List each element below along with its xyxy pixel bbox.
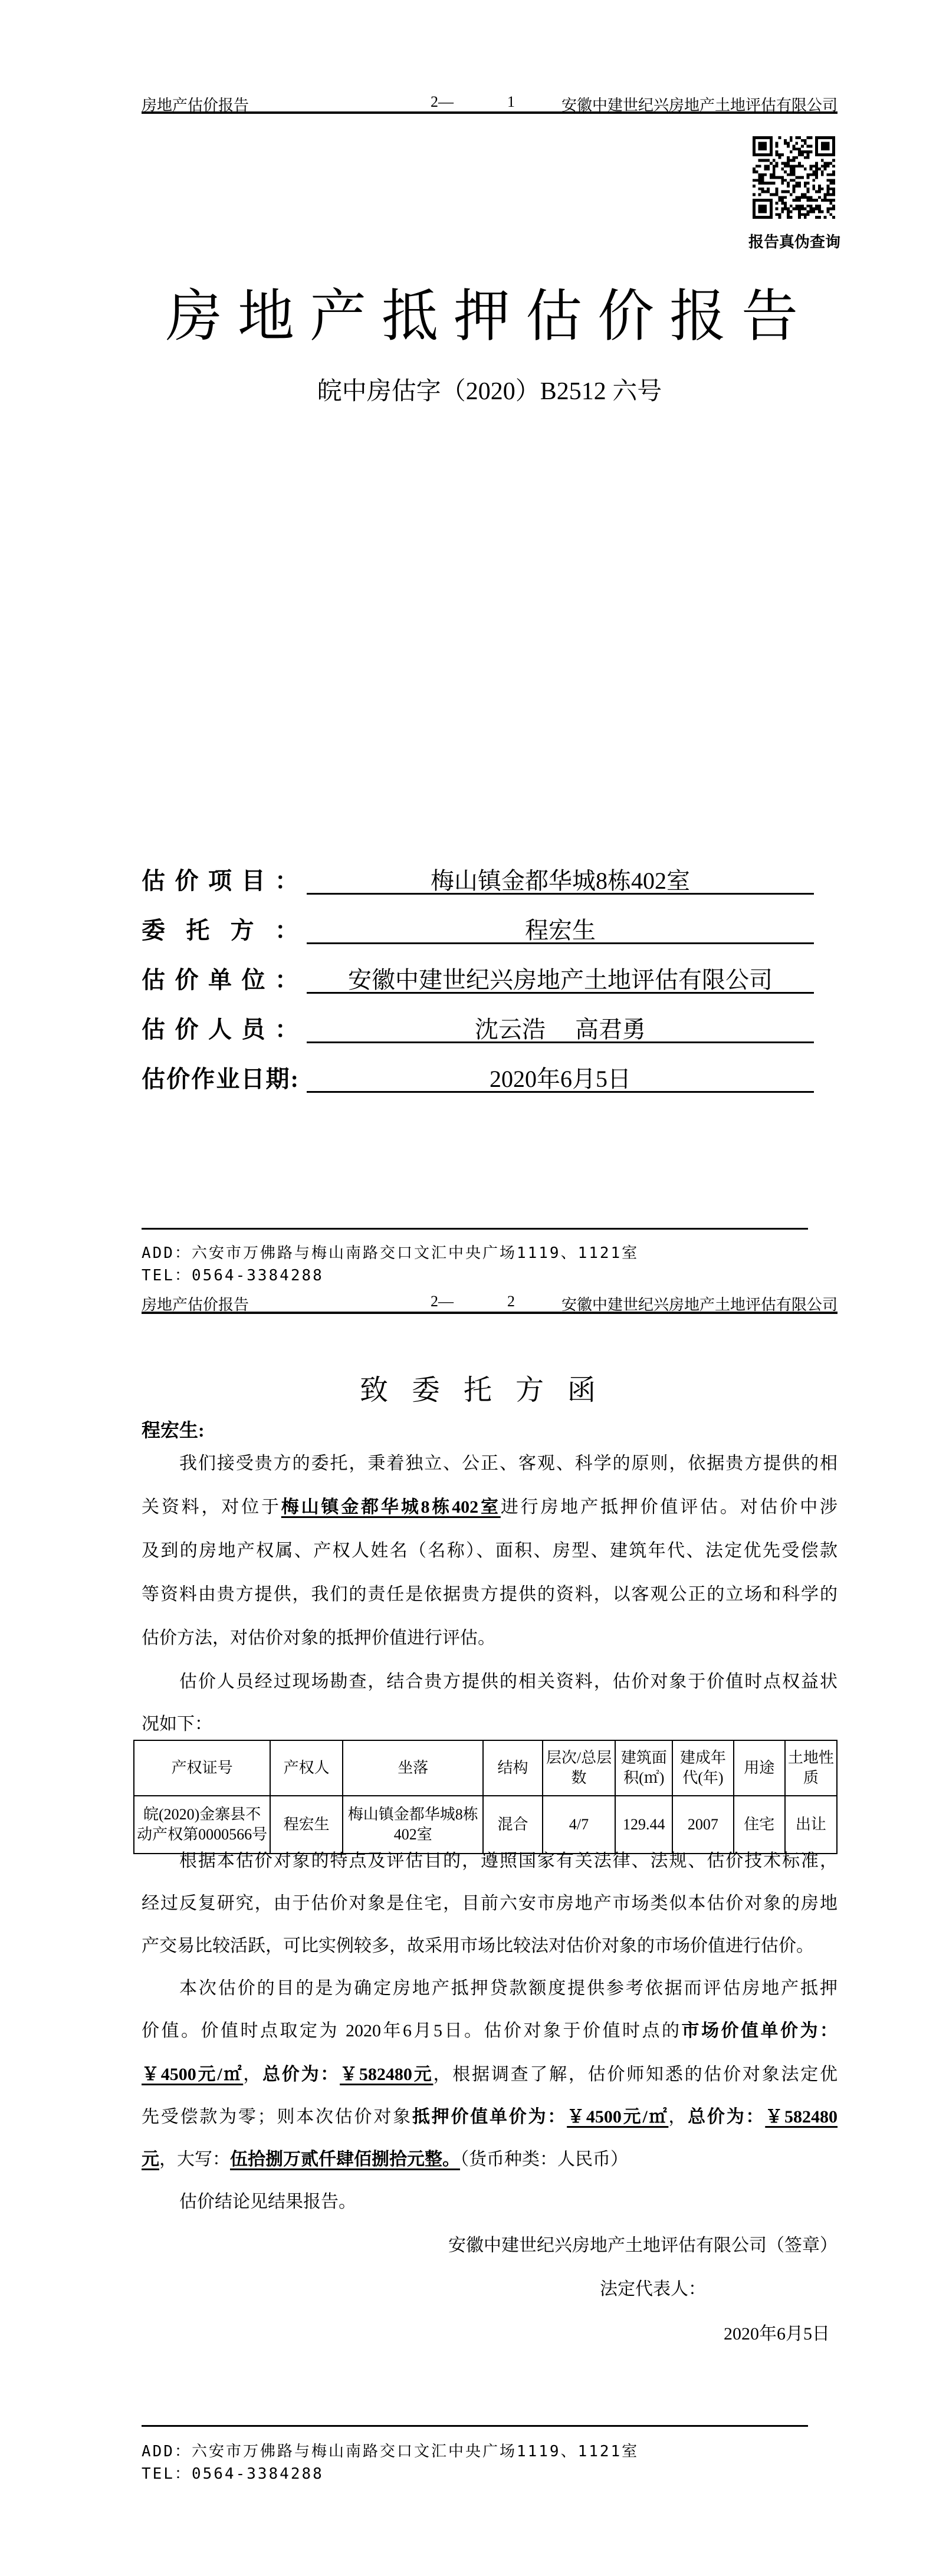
- report-title: 房地产抵押估价报告: [166, 285, 813, 348]
- paragraph-line: [179, 1667, 838, 1693]
- header-rule: [142, 1312, 838, 1314]
- text-segment: 进行房地产抵押价值评估。对估价中涉: [500, 1497, 838, 1517]
- info-value: 安徽中建世纪兴房地产土地评估有限公司: [307, 961, 814, 994]
- table-cell: 梅山镇金都华城8栋402室: [343, 1796, 483, 1854]
- info-label: 估价单位：: [142, 967, 298, 993]
- paragraph-line: [142, 1931, 838, 1957]
- text-segment: 经过反复研究，由于估价对象是住宅，目前六安市房地产市场类似本估价对象的房地: [142, 1894, 838, 1913]
- paragraph-line: [142, 1888, 838, 1914]
- report-number: 皖中房估字（2020）B2512 六号: [317, 378, 662, 405]
- header-left: 房地产估价报告: [142, 97, 249, 114]
- table-header: 产权证号: [134, 1740, 270, 1796]
- property-table: [133, 1740, 838, 1854]
- text-segment: 估价人员经过现场勘查，结合贵方提供的相关资料，估价对象于价值时点权益状: [179, 1672, 838, 1691]
- info-value: 梅山镇金都华城8栋402室: [307, 862, 814, 895]
- table-cell: 住宅: [734, 1796, 785, 1854]
- header-sep: 2—: [431, 1293, 454, 1310]
- text-segment: 估价方法，对估价对象的抵押价值进行评估。: [142, 1628, 495, 1648]
- text-segment: 关资料，对位于: [142, 1497, 281, 1517]
- emphasis-text: 抵押价值单价为：: [412, 2107, 567, 2127]
- table-header: 层次/总层数: [543, 1740, 616, 1796]
- info-label: 估价项目：: [142, 868, 298, 894]
- emphasis-text: 市场价值单价为：: [681, 2021, 838, 2041]
- text-segment: 产交易比较活跃，可比实例较多，故采用市场比较法对估价对象的市场价值进行估价。: [142, 1936, 814, 1956]
- paragraph-line: [142, 2102, 838, 2128]
- info-value: 2020年6月5日: [307, 1060, 814, 1093]
- legal-representative: 法定代表人：: [600, 2279, 706, 2299]
- text-segment: 等资料由贵方提供，我们的责任是依据贵方提供的资料，以客观公正的立场和科学的: [142, 1585, 838, 1604]
- text-segment: 先受偿款为零；则本次估价对象: [142, 2107, 412, 2127]
- paragraph-line: [179, 1846, 838, 1872]
- info-row: [142, 912, 814, 947]
- info-row: [142, 1011, 814, 1046]
- paragraph-line: [142, 2016, 838, 2042]
- qr-code-icon[interactable]: [753, 134, 835, 221]
- paragraph-line: [142, 2059, 838, 2085]
- text-segment: ，大写：: [159, 2150, 230, 2169]
- info-value: 沈云浩 高君勇: [307, 1011, 814, 1043]
- table-header: 结构: [483, 1740, 542, 1796]
- header-sep: 2—: [431, 93, 454, 110]
- info-label: 估价作业日期:: [142, 1066, 298, 1092]
- text-segment: 及到的房地产权属、产权人姓名（名称）、面积、房型、建筑年代、法定优先受偿款: [142, 1541, 838, 1560]
- paragraph-line: [142, 1492, 838, 1518]
- footer-address: ADD：六安市万佛路与梅山南路交口文汇中央广场1119、1121室: [142, 1244, 639, 1262]
- footer-rule: [142, 2425, 808, 2427]
- text-segment: ，: [668, 2107, 688, 2127]
- table-header: 产权人: [270, 1740, 343, 1796]
- info-label: 委托方：: [142, 917, 298, 944]
- text-segment: ，: [243, 2065, 263, 2084]
- info-row: [142, 862, 814, 898]
- emphasis-text: ￥4500元/㎡: [567, 2107, 669, 2127]
- header-company: 安徽中建世纪兴房地产土地评估有限公司: [561, 1296, 838, 1313]
- table-header: 建筑面积(㎡): [615, 1740, 672, 1796]
- table-header: 用途: [734, 1740, 785, 1796]
- footer-address: ADD：六安市万佛路与梅山南路交口文汇中央广场1119、1121室: [142, 2443, 639, 2460]
- emphasis-text: 元: [142, 2150, 159, 2169]
- emphasis-text: 总价为：: [262, 2065, 340, 2084]
- table-cell: 129.44: [615, 1796, 672, 1854]
- header-company: 安徽中建世纪兴房地产土地评估有限公司: [561, 97, 838, 114]
- letter-date: 2020年6月5日: [724, 2324, 830, 2344]
- info-row: [142, 961, 814, 997]
- text-segment: 价值。价值时点取定为 2020年6月5日。估价对象于价值时点的: [142, 2021, 682, 2041]
- paragraph-line: [179, 1973, 838, 1999]
- page-number: 1: [507, 93, 515, 110]
- page-number: 2: [507, 1293, 515, 1310]
- footer-tel: TEL：0564-3384288: [142, 2465, 324, 2483]
- text-segment: ，根据调查了解，估价师知悉的估价对象法定优: [433, 2065, 838, 2084]
- paragraph-line: [142, 2144, 838, 2170]
- table-cell: 出让: [785, 1796, 837, 1854]
- table-cell: 程宏生: [270, 1796, 343, 1854]
- table-header: 土地性质: [785, 1740, 837, 1796]
- emphasis-text: ￥4500元/㎡: [142, 2065, 244, 2084]
- table-header: 坐落: [343, 1740, 483, 1796]
- signature-company: 安徽中建世纪兴房地产土地评估有限公司（签章）: [448, 2236, 838, 2255]
- letter-title: 致委托方函: [359, 1375, 619, 1406]
- table-cell: 2007: [672, 1796, 734, 1854]
- table-cell: 4/7: [543, 1796, 616, 1854]
- info-value: 程宏生: [307, 912, 814, 944]
- text-segment: 本次估价的目的是为确定房地产抵押贷款额度提供参考依据而评估房地产抵押: [179, 1979, 838, 1998]
- info-row: [142, 1060, 814, 1096]
- info-label: 估价人员：: [142, 1016, 298, 1043]
- paragraph-line: [142, 1579, 838, 1605]
- footer-tel: TEL：0564-3384288: [142, 1267, 324, 1284]
- text-segment: 我们接受贵方的委托，秉着独立、公正、客观、科学的原则，依据贵方提供的相: [179, 1454, 838, 1473]
- qr-label: 报告真伪查询: [748, 234, 840, 251]
- emphasis-text: 梅山镇金都华城8栋402室: [281, 1497, 501, 1517]
- header-rule: [142, 111, 838, 114]
- paragraph-line: [142, 1709, 838, 1735]
- emphasis-text: ￥582480元: [340, 2065, 433, 2084]
- text-segment: （货币种类：人民币）: [460, 2150, 628, 2169]
- table-cell: 皖(2020)金寨县不动产权第0000566号: [134, 1796, 270, 1854]
- paragraph-line: [142, 1536, 838, 1562]
- text-segment: 况如下：: [142, 1714, 212, 1734]
- emphasis-text: ￥582480: [765, 2107, 838, 2127]
- paragraph-line: [142, 1623, 838, 1649]
- text-segment: 根据本估价对象的特点及评估目的，遵照国家有关法律、法规、估价技术标准，: [179, 1851, 838, 1871]
- table-header: 建成年代(年): [672, 1740, 734, 1796]
- text-segment: 估价结论见结果报告。: [179, 2192, 356, 2212]
- table-cell: 混合: [483, 1796, 542, 1854]
- emphasis-text: 总价为：: [688, 2107, 766, 2127]
- footer-rule: [142, 1228, 808, 1230]
- paragraph-line: [179, 2187, 838, 2213]
- paragraph-line: [179, 1448, 838, 1474]
- header-left: 房地产估价报告: [142, 1296, 249, 1313]
- salutation: 程宏生:: [142, 1420, 205, 1441]
- emphasis-text: 伍拾捌万贰仟肆佰捌拾元整。: [230, 2150, 460, 2169]
